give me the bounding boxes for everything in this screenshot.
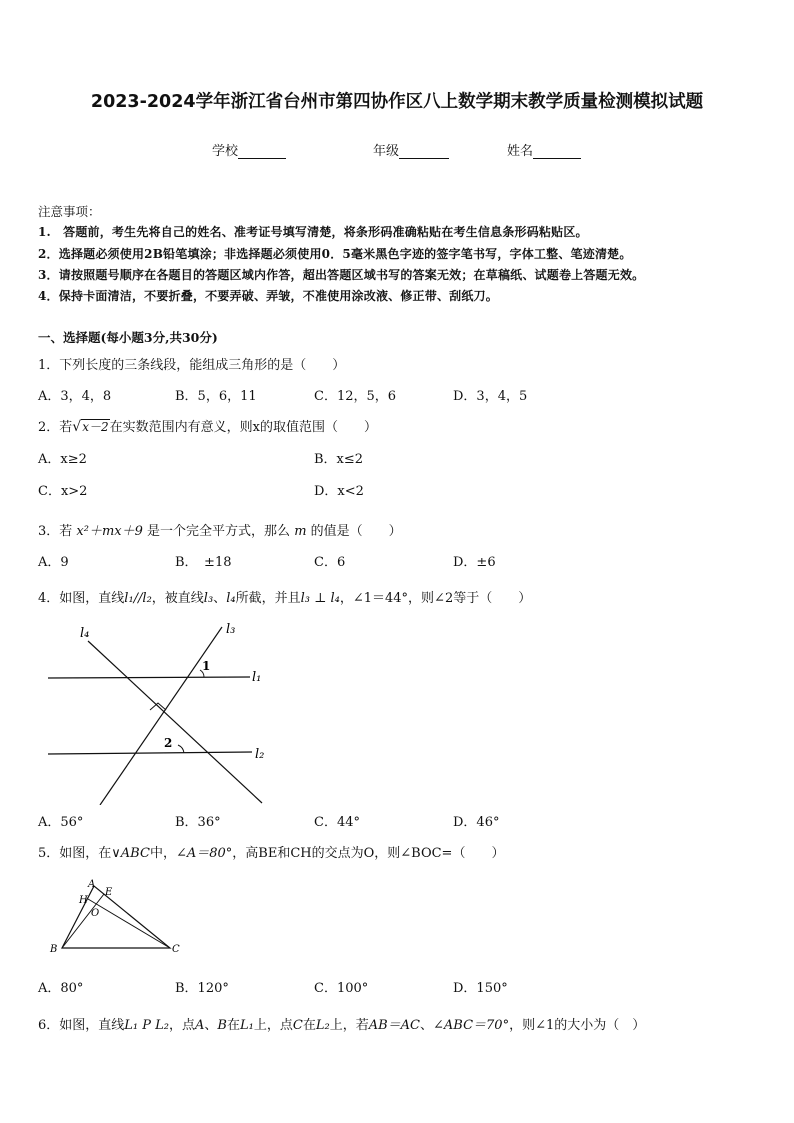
q3-variable: m: [294, 524, 307, 539]
q6-stem-g: ，则∠1的大小为（ ）: [509, 1018, 646, 1033]
q6-stem-a: 6．如图，直线: [38, 1018, 125, 1033]
q6-stem-f: 上，若: [329, 1018, 369, 1033]
q4-option-c: C．44°: [314, 815, 360, 830]
q4-parallel: l₁//l₂: [124, 591, 152, 606]
name-blank: [533, 144, 581, 159]
q5-option-d: D．150°: [453, 981, 508, 996]
q6-point-b: B: [217, 1018, 227, 1033]
school-field: [212, 140, 286, 159]
altitude-ch: [88, 899, 170, 948]
q4-stem-b: ，被直线: [151, 591, 204, 606]
q6-stem-b: ，点: [168, 1018, 195, 1033]
q4-l3: l₃: [203, 591, 214, 606]
q2-stem-a: 2．若: [38, 420, 73, 435]
q6-point-a: A: [195, 1018, 205, 1033]
section-heading: 一、选择题(每小题3分,共30分): [38, 330, 218, 345]
q3-option-c: C．6: [314, 555, 346, 570]
q3-stem: [38, 520, 402, 539]
note-item: 4．保持卡面清洁，不要折叠，不要弄破、弄皱，不准使用涂改液、修正带、刮纸刀。: [38, 289, 498, 303]
name-label: 姓名: [507, 144, 534, 159]
notes-heading: 注意事项：: [38, 204, 101, 219]
q4-comma: ，: [339, 591, 353, 606]
q2-option-c: C．x>2: [38, 484, 88, 499]
q4-stem-c: 所截，并且: [235, 591, 301, 606]
q6-stem-d: 上，点: [253, 1018, 293, 1033]
label-h: H: [79, 895, 88, 906]
q5-option-c: C．100°: [314, 981, 369, 996]
q4-l4: l₄: [226, 591, 236, 606]
q3-stem-c: 的值是（ ）: [310, 524, 402, 539]
q2-option-b: B．x≤2: [314, 452, 364, 467]
q3-option-a: A．9: [38, 555, 69, 570]
label-a: A: [88, 879, 96, 890]
grade-label: 年级: [373, 144, 400, 159]
line-l4: [88, 641, 265, 803]
q4-stem-d: ，则∠2等于（ ）: [408, 591, 532, 606]
note-item: 1. 答题前，考生先将自己的姓名、准考证号填写清楚，将条形码准确粘贴在考生信息条形码粘贴区。: [38, 225, 588, 239]
school-label: 学校: [212, 144, 239, 159]
q4-option-d: D．46°: [453, 815, 500, 830]
q6-eq2: ∠ABC＝70°: [433, 1018, 510, 1033]
sqrt-sign: √: [72, 419, 82, 435]
angle-1-label: 1: [202, 659, 211, 673]
q5-stem: [38, 842, 504, 861]
label-l1: l₁: [252, 670, 262, 685]
q5-option-b: B．120°: [175, 981, 229, 996]
q2-stem: [38, 416, 377, 435]
school-blank: [238, 144, 286, 159]
q4-stem: [38, 587, 531, 606]
label-c: C: [172, 944, 180, 955]
q1-stem: 1．下列长度的三条线段，能组成三角形的是（ ）: [38, 358, 346, 373]
grade-field: [373, 140, 449, 159]
label-l2: l₂: [255, 747, 265, 762]
q4-perpendicular: l₃ ⊥ l₄: [300, 591, 340, 606]
angle-2-arc: [178, 745, 184, 753]
q1-option-b: B．5，6，11: [175, 389, 257, 404]
label-o: O: [91, 908, 100, 919]
label-e: E: [105, 887, 113, 898]
page-title: 2023-2024学年浙江省台州市第四协作区八上数学期末教学质量检测模拟试题: [90, 92, 704, 112]
q6-lines: L₁ P L₂: [124, 1018, 169, 1033]
q1-option-d: D．3，4，5: [453, 389, 528, 404]
label-l3: l₃: [226, 622, 236, 637]
q2-stem-b: 在实数范围内有意义，则x的取值范围（ ）: [109, 420, 377, 435]
line-l2: [48, 752, 252, 754]
q5-option-a: A．80°: [38, 981, 84, 996]
q5-stem-b: 中，: [149, 846, 176, 861]
q6-stem-e: 在: [302, 1018, 316, 1033]
q4-stem-a: 4．如图，直线: [38, 591, 125, 606]
q5-stem-a: 5．如图，在: [38, 846, 112, 861]
q6-sep2: 、: [419, 1018, 433, 1033]
name-field: [507, 140, 581, 159]
q5-triangle: ∨ABC: [111, 846, 150, 861]
q6-stem-c: 在: [226, 1018, 240, 1033]
q6-stem: [38, 1014, 645, 1033]
q2-option-a: A．x≥2: [38, 452, 87, 467]
label-b: B: [50, 944, 58, 955]
q3-option-d: D．±6: [453, 555, 496, 570]
grade-blank: [399, 144, 449, 159]
q4-option-b: B．36°: [175, 815, 221, 830]
q6-point-c: C: [292, 1018, 303, 1033]
q6-line-l2: L₂: [315, 1018, 330, 1033]
q1-option-a: A．3，4，8: [38, 389, 112, 404]
q3-stem-a: 3．若: [38, 524, 73, 539]
note-item: 3．请按照题号顺序在各题目的答题区域内作答，超出答题区域书写的答案无效；在草稿纸、试题卷上答题无效。: [38, 268, 645, 282]
q4-figure: [40, 615, 300, 805]
q4-sep: 、: [213, 591, 227, 606]
q6-sep: 、: [204, 1018, 218, 1033]
note-item: 2．选择题必须使用2B铅笔填涂；非选择题必须使用0．5毫米黑色字迹的签字笔书写，字体工整、笔迹清楚。: [38, 247, 632, 261]
q4-angle: ∠1＝44°: [352, 591, 409, 606]
q2-option-d: D．x<2: [314, 484, 364, 499]
q5-angle: ∠A＝80°: [175, 846, 233, 861]
label-l4: l₄: [80, 626, 90, 641]
q2-radicand: x－2: [82, 420, 109, 434]
angle-2-label: 2: [164, 736, 173, 750]
q3-stem-b: 是一个完全平方式，那么: [147, 524, 291, 539]
q5-stem-c: ，高BE和CH的交点为O，则∠BOC=（ ）: [232, 846, 505, 861]
q4-option-a: A．56°: [38, 815, 84, 830]
line-l1: [48, 677, 250, 678]
line-l3: [100, 627, 222, 805]
q6-line-l1: L₁: [239, 1018, 254, 1033]
q6-eq1: AB＝AC: [368, 1018, 420, 1033]
q5-figure: [44, 876, 194, 958]
q3-option-b: B． ±18: [175, 555, 232, 570]
q1-option-c: C．12，5，6: [314, 389, 397, 404]
q3-expression: x²＋mx＋9: [76, 524, 143, 539]
